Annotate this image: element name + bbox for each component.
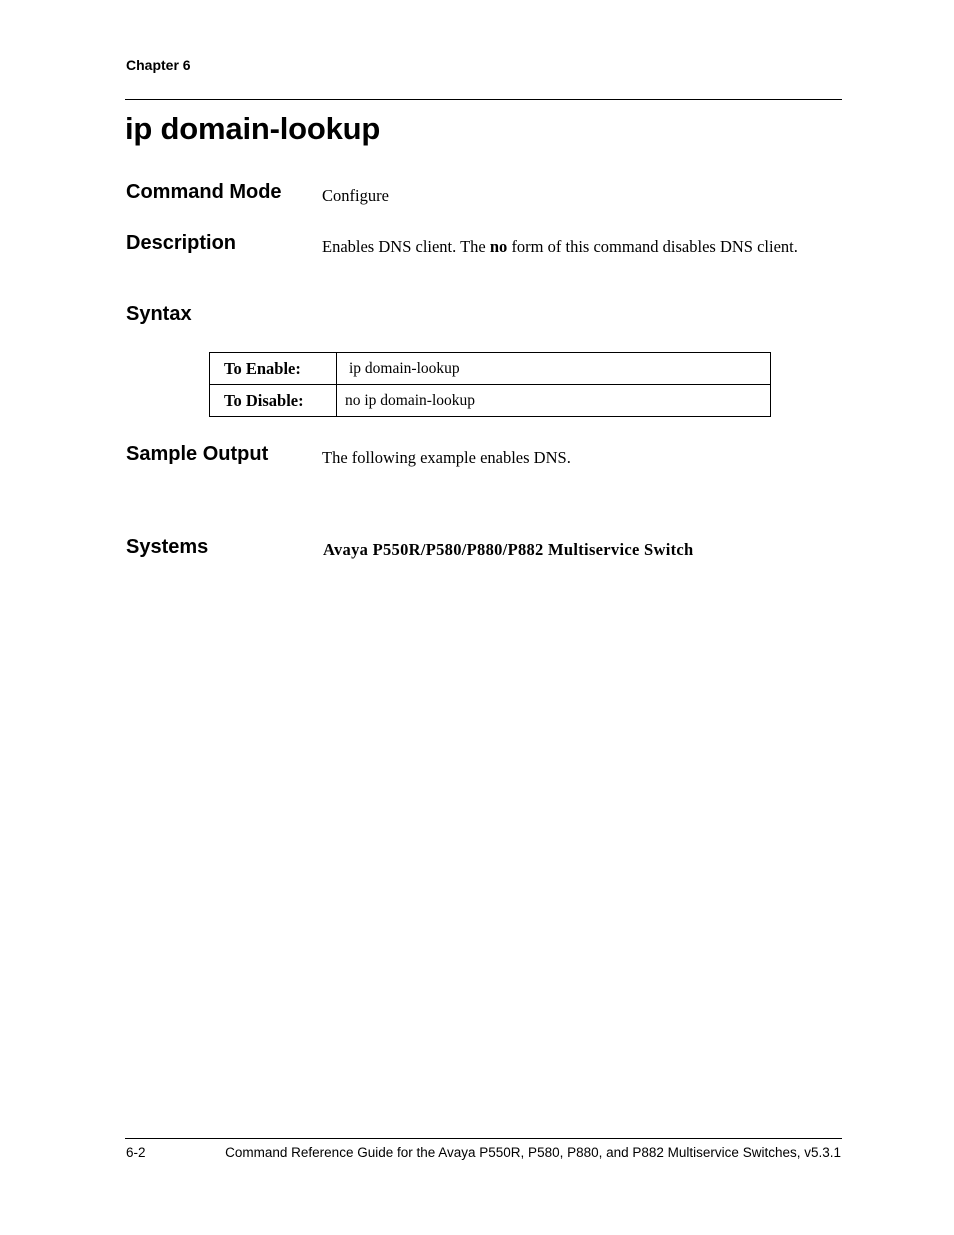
header-rule (125, 99, 842, 100)
command-mode-heading: Command Mode (126, 181, 282, 203)
command-mode-text: Configure (322, 186, 389, 205)
description-text (322, 236, 822, 257)
systems-heading: Systems (126, 536, 209, 558)
description-text-before: Enables DNS client. The (322, 237, 490, 256)
description-heading: Description (126, 232, 237, 254)
enable-label: To Enable: (210, 353, 337, 385)
footer-rule (125, 1138, 842, 1139)
syntax-table (209, 352, 771, 417)
enable-command: ip domain-lookup (337, 353, 771, 385)
chapter-label: Chapter 6 (126, 57, 191, 73)
syntax-row-disable (210, 385, 771, 417)
footer-title: Command Reference Guide for the Avaya P550R, P580, P880, and P882 Multiservice Switches, v5.3.1 (225, 1145, 841, 1160)
sample-output-heading: Sample Output (126, 443, 269, 465)
description-text-after: form of this command disables DNS client. (507, 237, 798, 256)
syntax-heading: Syntax (126, 303, 192, 325)
description-bold-no: no (489, 237, 508, 256)
syntax-row-enable (210, 353, 771, 385)
disable-command: no ip domain-lookup (337, 385, 771, 417)
page-number: 6-2 (126, 1145, 146, 1160)
systems-text: Avaya P550R/P580/P880/P882 Multiservice Switch (323, 540, 694, 559)
page-title: ip domain-lookup (125, 111, 381, 146)
sample-output-text: The following example enables DNS. (322, 448, 571, 467)
disable-label: To Disable: (210, 385, 337, 417)
